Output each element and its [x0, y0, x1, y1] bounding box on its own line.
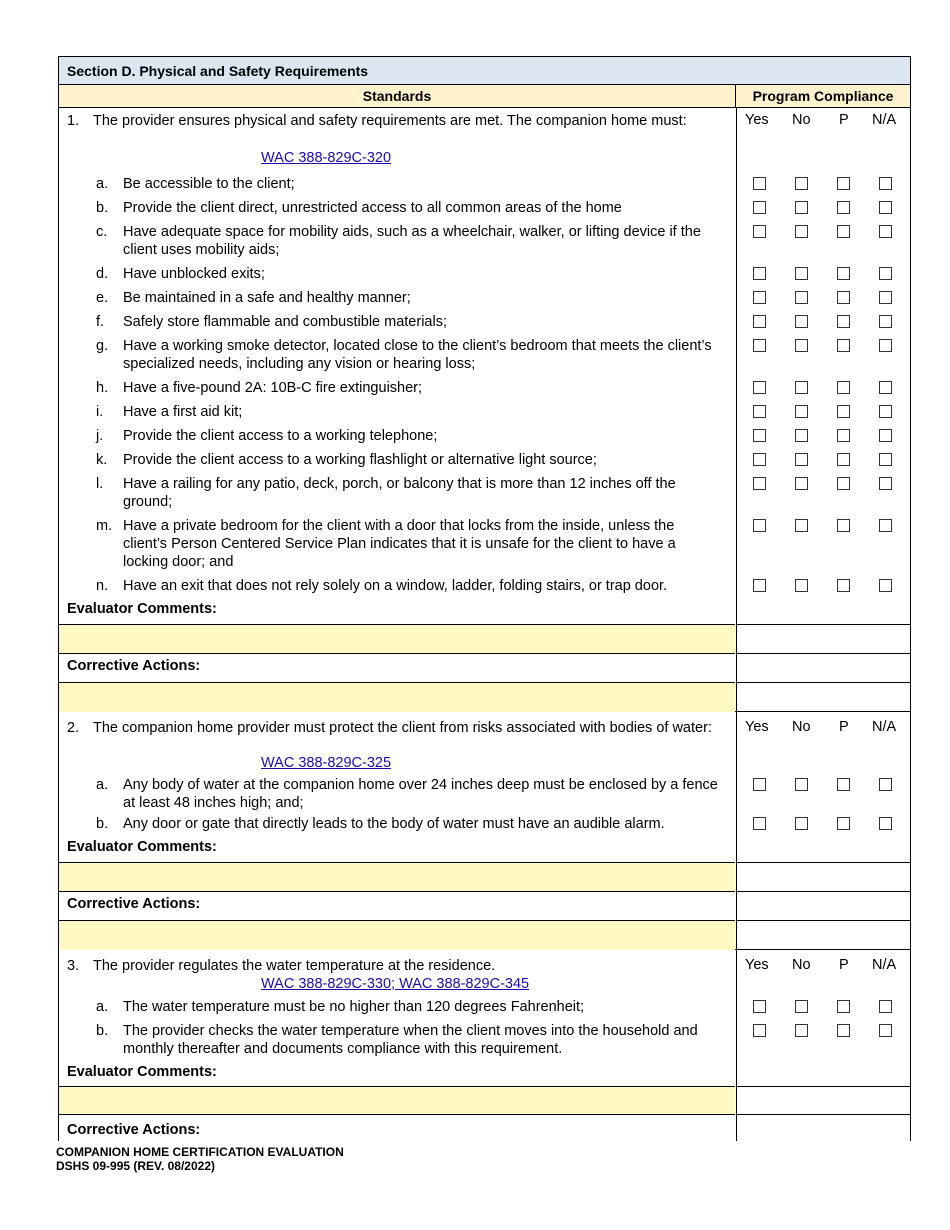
item-letter: m. [96, 518, 113, 534]
compliance-checkbox-na[interactable] [879, 1000, 892, 1013]
divider [59, 891, 735, 892]
form-number: DSHS 09-995 (REV. 08/2022) [56, 1159, 215, 1173]
divider [737, 1114, 910, 1115]
compliance-checkbox-p[interactable] [837, 267, 850, 280]
compliance-checkbox-p[interactable] [837, 579, 850, 592]
compliance-checkbox-no[interactable] [795, 519, 808, 532]
compliance-checkbox-no[interactable] [795, 339, 808, 352]
item-letter: h. [96, 380, 109, 396]
compliance-checkbox-no[interactable] [795, 778, 808, 791]
evaluator-comments-field[interactable] [59, 1087, 735, 1114]
evaluator-comments-field[interactable] [59, 625, 735, 653]
standard-text: The provider ensures physical and safety requirements are met. The companion home must: [93, 113, 687, 129]
compliance-checkbox-p[interactable] [837, 477, 850, 490]
compliance-checkbox-no[interactable] [795, 817, 808, 830]
item-text: Any door or gate that directly leads to the body of water must have an audible alarm. [123, 816, 665, 832]
divider [737, 682, 910, 683]
corrective-actions-label: Corrective Actions: [67, 1122, 201, 1138]
compliance-header-p: P [839, 112, 849, 128]
evaluator-comments-label: Evaluator Comments: [67, 839, 217, 855]
divider [737, 862, 910, 863]
divider [737, 920, 910, 921]
compliance-checkbox-no[interactable] [795, 429, 808, 442]
compliance-checkbox-p[interactable] [837, 1000, 850, 1013]
item-letter: n. [96, 578, 109, 594]
compliance-checkbox-no[interactable] [795, 1024, 808, 1037]
compliance-checkbox-no[interactable] [795, 177, 808, 190]
compliance-checkbox-yes[interactable] [753, 429, 766, 442]
item-letter: b. [96, 816, 109, 832]
evaluator-comments-field[interactable] [59, 863, 735, 891]
wac-reference-link[interactable]: WAC 388-829C-320 [261, 150, 392, 166]
compliance-checkbox-na[interactable] [879, 291, 892, 304]
compliance-header-yes: Yes [745, 719, 769, 735]
standard-text: The provider regulates the water temperature at the residence. [93, 958, 496, 974]
compliance-checkbox-no[interactable] [795, 225, 808, 238]
item-text: Have unblocked exits; [123, 266, 265, 282]
item-letter: i. [96, 404, 104, 420]
evaluator-comments-label: Evaluator Comments: [67, 601, 217, 617]
section-title: Section D. Physical and Safety Requirements [58, 56, 911, 85]
standard-3-block [58, 950, 911, 1141]
compliance-checkbox-na[interactable] [879, 778, 892, 791]
compliance-checkbox-na[interactable] [879, 429, 892, 442]
form-title: COMPANION HOME CERTIFICATION EVALUATION [56, 1145, 344, 1159]
compliance-header-p: P [839, 957, 849, 973]
item-letter: b. [96, 200, 109, 216]
compliance-checkbox-na[interactable] [879, 519, 892, 532]
item-text: Be maintained in a safe and healthy manner; [123, 290, 411, 306]
corrective-actions-label: Corrective Actions: [67, 658, 201, 674]
compliance-checkbox-p[interactable] [837, 291, 850, 304]
item-text: Any body of water at the companion home over 24 inches deep must be enclosed by a fence at least 48 inches high; and; [123, 777, 718, 811]
compliance-checkbox-na[interactable] [879, 225, 892, 238]
item-text: Provide the client direct, unrestricted access to all common areas of the home [123, 200, 622, 216]
compliance-checkbox-na[interactable] [879, 267, 892, 280]
standard-number: 3. [67, 958, 80, 974]
compliance-checkbox-yes[interactable] [753, 267, 766, 280]
divider [59, 653, 735, 654]
compliance-checkbox-yes[interactable] [753, 817, 766, 830]
item-letter: d. [96, 266, 109, 282]
compliance-checkbox-no[interactable] [795, 477, 808, 490]
evaluator-comments-label: Evaluator Comments: [67, 1064, 217, 1080]
item-letter: g. [96, 338, 109, 354]
compliance-checkbox-no[interactable] [795, 405, 808, 418]
compliance-checkbox-p[interactable] [837, 817, 850, 830]
corrective-actions-field[interactable] [59, 683, 735, 712]
compliance-checkbox-no[interactable] [795, 1000, 808, 1013]
divider [737, 891, 910, 892]
compliance-checkbox-p[interactable] [837, 177, 850, 190]
compliance-checkbox-yes[interactable] [753, 225, 766, 238]
item-text: Have a private bedroom for the client with a door that locks from the inside, unless the client’s Person Centered Service Plan indicates that it is unsafe for the client to have a locking door; and [123, 518, 676, 570]
compliance-header-p: P [839, 719, 849, 735]
standard-1-block [58, 108, 911, 712]
compliance-checkbox-yes[interactable] [753, 453, 766, 466]
compliance-checkbox-p[interactable] [837, 339, 850, 352]
compliance-header-na: N/A [872, 957, 897, 973]
item-letter: c. [96, 224, 108, 240]
wac-reference-link[interactable]: WAC 388-829C-325 [261, 755, 392, 771]
compliance-checkbox-p[interactable] [837, 225, 850, 238]
compliance-checkbox-yes[interactable] [753, 778, 766, 791]
compliance-checkbox-yes[interactable] [753, 201, 766, 214]
divider [737, 1086, 910, 1087]
standards-column-header: Standards [59, 85, 736, 107]
item-letter: l. [96, 476, 104, 492]
form-footer [56, 1145, 344, 1173]
compliance-checkbox-na[interactable] [879, 201, 892, 214]
item-text: The provider checks the water temperature when the client moves into the household and monthly thereafter and documents compliance with this requirement. [123, 1023, 698, 1057]
compliance-checkbox-yes[interactable] [753, 381, 766, 394]
item-text: Have a working smoke detector, located close to the client’s bedroom that meets the client’s specialized needs, including any vision or hearing loss; [123, 338, 712, 372]
divider [737, 653, 910, 654]
item-text: Provide the client access to a working telephone; [123, 428, 438, 444]
standard-text: The companion home provider must protect the client from risks associated with bodies of water: [93, 720, 712, 736]
compliance-checkbox-na[interactable] [879, 177, 892, 190]
compliance-checkbox-yes[interactable] [753, 579, 766, 592]
item-text: Have a railing for any patio, deck, porch, or balcony that is more than 12 inches off the ground; [123, 476, 676, 510]
divider [737, 624, 910, 625]
item-text: Have adequate space for mobility aids, such as a wheelchair, walker, or lifting device if the client uses mobility aids; [123, 224, 701, 258]
compliance-checkbox-na[interactable] [879, 315, 892, 328]
item-text: Have a five-pound 2A: 10B-C fire extinguisher; [123, 380, 423, 396]
corrective-actions-label: Corrective Actions: [67, 896, 201, 912]
compliance-checkbox-p[interactable] [837, 201, 850, 214]
compliance-checkbox-p[interactable] [837, 429, 850, 442]
compliance-header-no: No [792, 112, 811, 128]
compliance-checkbox-na[interactable] [879, 817, 892, 830]
compliance-header-yes: Yes [745, 112, 769, 128]
compliance-checkbox-p[interactable] [837, 405, 850, 418]
compliance-checkbox-no[interactable] [795, 381, 808, 394]
compliance-checkbox-p[interactable] [837, 1024, 850, 1037]
compliance-checkbox-yes[interactable] [753, 405, 766, 418]
compliance-checkbox-yes[interactable] [753, 339, 766, 352]
item-letter: a. [96, 777, 109, 793]
section-d-form [58, 56, 911, 1141]
item-letter: b. [96, 1023, 109, 1039]
item-text: Provide the client access to a working flashlight or alternative light source; [123, 452, 597, 468]
compliance-checkbox-p[interactable] [837, 519, 850, 532]
corrective-actions-field[interactable] [59, 921, 735, 950]
compliance-checkbox-yes[interactable] [753, 315, 766, 328]
compliance-header-na: N/A [872, 112, 897, 128]
compliance-checkbox-na[interactable] [879, 453, 892, 466]
compliance-checkbox-no[interactable] [795, 291, 808, 304]
compliance-header-na: N/A [872, 719, 897, 735]
compliance-checkbox-no[interactable] [795, 267, 808, 280]
compliance-checkbox-na[interactable] [879, 339, 892, 352]
compliance-checkbox-yes[interactable] [753, 177, 766, 190]
compliance-checkbox-yes[interactable] [753, 1000, 766, 1013]
compliance-checkbox-p[interactable] [837, 381, 850, 394]
compliance-checkbox-p[interactable] [837, 315, 850, 328]
item-letter: f. [96, 314, 105, 330]
item-letter: a. [96, 999, 109, 1015]
compliance-checkbox-no[interactable] [795, 579, 808, 592]
column-header-row [58, 85, 911, 108]
wac-reference-link[interactable]: WAC 388-829C-330; WAC 388-829C-345 [261, 976, 530, 992]
item-text: Safely store flammable and combustible materials; [123, 314, 447, 330]
compliance-checkbox-na[interactable] [879, 1024, 892, 1037]
compliance-checkbox-p[interactable] [837, 453, 850, 466]
compliance-checkbox-yes[interactable] [753, 519, 766, 532]
compliance-checkbox-no[interactable] [795, 201, 808, 214]
item-text: Have an exit that does not rely solely on a window, ladder, folding stairs, or trap door. [123, 578, 668, 594]
compliance-checkbox-na[interactable] [879, 405, 892, 418]
item-text: The water temperature must be no higher than 120 degrees Fahrenheit; [123, 999, 585, 1015]
compliance-checkbox-yes[interactable] [753, 291, 766, 304]
compliance-checkbox-na[interactable] [879, 579, 892, 592]
standard-number: 1. [67, 113, 80, 129]
compliance-checkbox-yes[interactable] [753, 477, 766, 490]
item-letter: e. [96, 290, 109, 306]
compliance-checkbox-na[interactable] [879, 477, 892, 490]
compliance-header-yes: Yes [745, 957, 769, 973]
item-letter: j. [96, 428, 104, 444]
item-text: Have a first aid kit; [123, 404, 243, 420]
divider [59, 1114, 735, 1115]
compliance-header-no: No [792, 719, 811, 735]
item-letter: a. [96, 176, 109, 192]
compliance-checkbox-no[interactable] [795, 453, 808, 466]
standard-2-block [58, 712, 911, 950]
compliance-header-no: No [792, 957, 811, 973]
compliance-column-header: Program Compliance [752, 88, 894, 104]
standard-number: 2. [67, 720, 80, 736]
compliance-checkbox-p[interactable] [837, 778, 850, 791]
item-text: Be accessible to the client; [123, 176, 295, 192]
compliance-checkbox-no[interactable] [795, 315, 808, 328]
compliance-checkbox-na[interactable] [879, 381, 892, 394]
compliance-checkbox-yes[interactable] [753, 1024, 766, 1037]
item-letter: k. [96, 452, 108, 468]
